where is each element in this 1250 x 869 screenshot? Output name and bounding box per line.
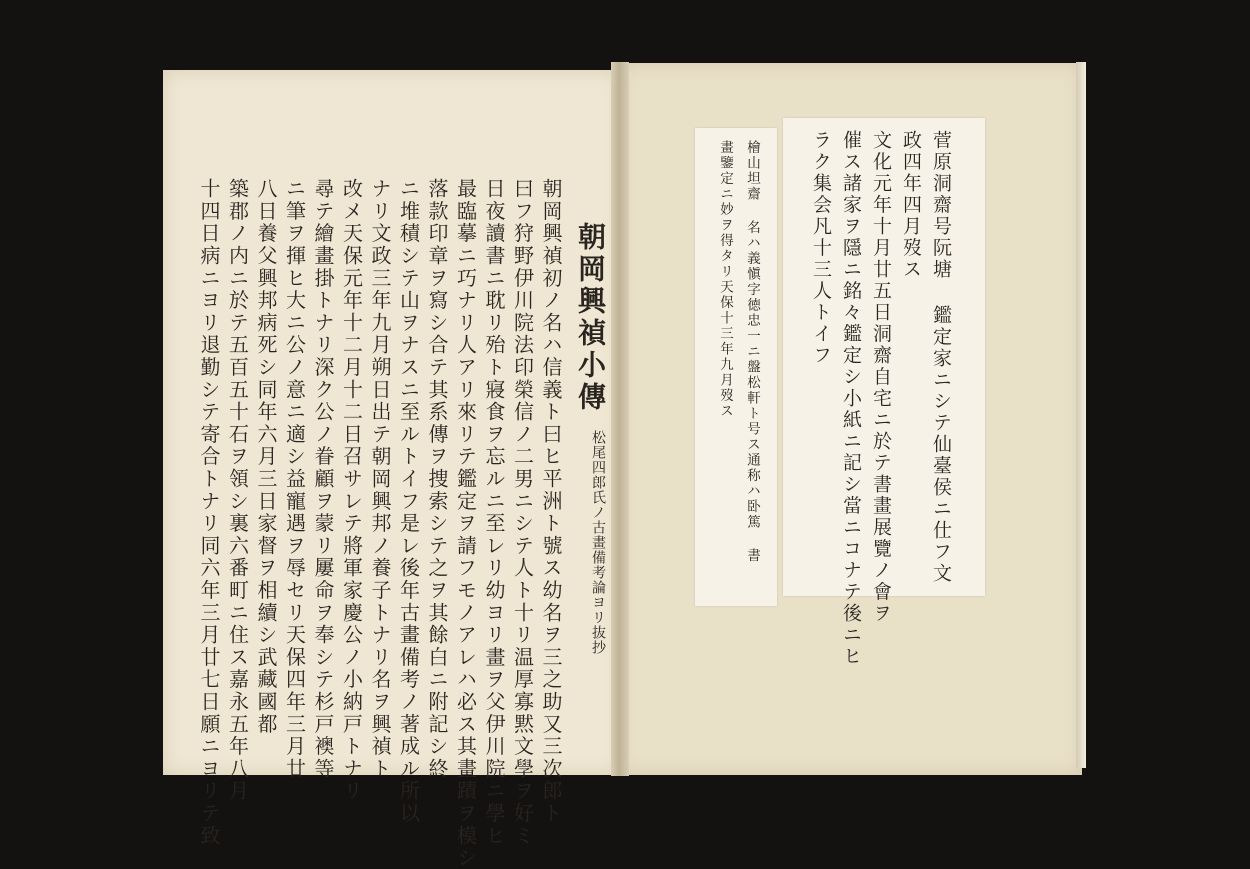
left-page-column: 最臨摹ニ巧ナリ人アリ來リテ鑑定ヲ請フモノアレハ必ス其畫蹟ヲ模シ <box>453 178 478 869</box>
large-slip-column: 政四年四月歿ス <box>900 130 922 281</box>
left-page-column: 改メ天保元年十二月十二日召サレテ將軍家慶公ノ小納戸トナリ <box>339 178 364 803</box>
large-slip-column: 菅原洞齋号阮塘 鑑定家ニシテ仙臺侯ニ仕フ文 <box>930 130 952 585</box>
left-page-column: 朝岡興禎初ノ名ハ信義ト曰ヒ平洲ト號ス幼名ヲ三之助又三次郎ト <box>539 178 563 825</box>
left-page-column: ナリ文政三年九月朔日出テ朝岡興邦ノ養子トナリ名ヲ興禎ト <box>368 178 392 781</box>
book-spine <box>611 62 629 776</box>
small-paper-slip <box>695 128 777 606</box>
left-page-column: 日夜讀書ニ耽リ殆ト寢食ヲ忘ルニ至レリ幼ヨリ畫ヲ父伊川院ニ學ヒ <box>482 178 506 847</box>
left-page-column: 築郡ノ内ニ於テ五百五十石ヲ領シ裏六番町ニ住ス嘉永五年八月 <box>225 178 250 803</box>
small-slip-column: 檜山坦齋 名ハ義愼字徳忠一ニ盤松軒ト号ス通称ハ卧篤 書 <box>744 140 760 564</box>
left-page-column: 尋テ繪畫掛トナリ深ク公ノ眷顧ヲ蒙リ屢命ヲ奉シテ杉戸襖等 <box>311 178 335 781</box>
left-page-column: 曰フ狩野伊川院法印榮信ノ二男ニシテ人ト十リ温厚寡黙文學ヲ好ミ <box>510 178 535 847</box>
page-edge <box>1076 62 1086 768</box>
large-slip-column: 文化元年十月廿五日洞齋自宅ニ於テ書畫展覽ノ會ヲ <box>870 130 892 625</box>
large-slip-column: 催ス諸家ヲ隱ニ銘々鑑定シ小紙ニ記シ當ニコナテ後ニヒ <box>840 130 862 668</box>
left-page-column: 十四日病ニヨリ退勤シテ寄合トナリ同六年三月廿七日願ニヨリテ致 <box>197 178 221 847</box>
left-page-title: 朝岡興禎小傳 <box>574 222 607 414</box>
left-page-column: ニ堆積シテ山ヲナスニ至ルトイフ是レ後年古畫備考ノ著成ル所以 <box>396 178 421 825</box>
large-slip-column: ラク集会凡十三人トイフ <box>810 130 832 367</box>
small-slip-column: 畫鑒定ニ妙ヲ得タリ天保十三年九月歿ス <box>717 140 733 419</box>
left-page-column: ニ筆ヲ揮ヒ大ニ公ノ意ニ適シ益寵遇ヲ辱セリ天保四年三月廿 <box>282 178 307 781</box>
left-page-column: 八日養父興邦病死シ同年六月三日家督ヲ相續シ武藏國都 <box>254 178 278 736</box>
left-page-source-note: 松尾四郎氏ノ古畫備考論ヨリ抜抄 <box>590 430 606 655</box>
left-page-column: 落款印章ヲ寫シ合テ其系傳ヲ捜索シテ之ヲ其餘白ニ附記シ終 <box>425 178 449 781</box>
